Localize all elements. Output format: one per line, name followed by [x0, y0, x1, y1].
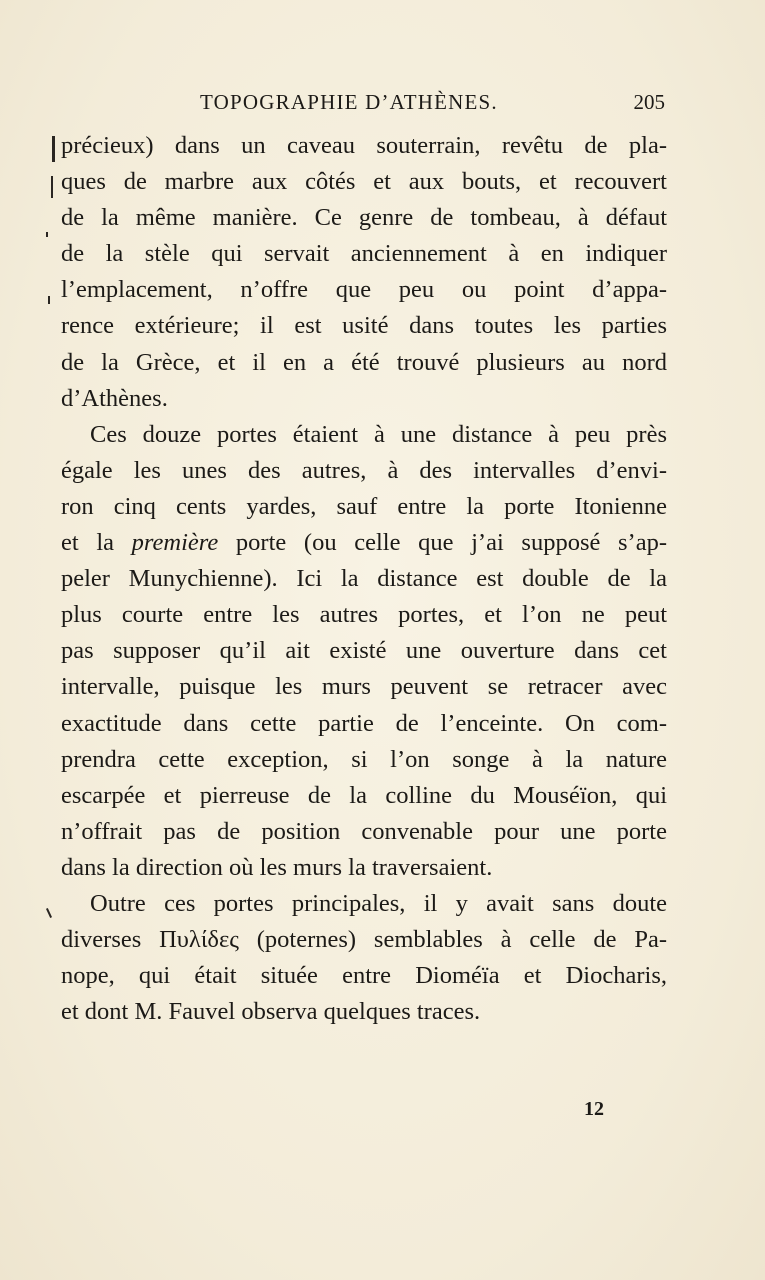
- page-number: 205: [633, 90, 665, 114]
- text-line: d’Athènes.: [61, 384, 168, 412]
- text-line: égale les unes des autres, à des intervalles d’envi-: [61, 456, 667, 484]
- text-line: n’offrait pas de position convenable pour une porte: [61, 817, 667, 845]
- text-segment: et la: [61, 529, 132, 557]
- text-line: rence extérieure; il est usité dans toutes les parties: [61, 312, 667, 340]
- signature-mark: 12: [584, 1098, 604, 1120]
- text-line: prendra cette exception, si l’on songe à la nature: [61, 745, 667, 773]
- page-header: [60, 90, 665, 126]
- text-line: plus courte entre les autres portes, et l’on ne peut: [61, 601, 667, 629]
- text-line: [61, 525, 667, 561]
- text-line: exactitude dans cette partie de l’enceinte. On com-: [61, 709, 667, 737]
- text-line: précieux) dans un caveau souterrain, revêtu de pla-: [61, 132, 667, 159]
- body-text: [61, 128, 667, 1030]
- margin-mark: [48, 296, 50, 304]
- italic-word: première: [131, 529, 219, 557]
- text-line: nope, qui était située entre Dioméïa et Diocharis,: [61, 962, 667, 990]
- text-segment: porte (ou celle que j’ai supposé s’ap-: [218, 529, 667, 557]
- text-line: de la stèle qui servait anciennement à en indiquer: [61, 240, 667, 268]
- text-line: diverses Πυλίδες (poternes) semblables à celle de Pa-: [61, 926, 667, 954]
- text-line: pas supposer qu’il ait existé une ouverture dans cet: [61, 637, 667, 665]
- text-line: ques de marbre aux côtés et aux bouts, et recouvert: [61, 168, 667, 196]
- margin-mark: [46, 908, 52, 918]
- running-title: TOPOGRAPHIE D’ATHÈNES.: [200, 90, 498, 114]
- text-line: de la même manière. Ce genre de tombeau, à défaut: [61, 204, 667, 232]
- margin-mark: [46, 232, 48, 237]
- margin-mark: [52, 136, 55, 162]
- margin-mark: [51, 176, 53, 198]
- text-line: Ces douze portes étaient à une distance à peu près: [90, 420, 667, 448]
- text-line: ron cinq cents yardes, sauf entre la porte Itonienne: [61, 492, 667, 520]
- text-line: l’emplacement, n’offre que peu ou point d’appa-: [61, 276, 667, 304]
- text-line: intervalle, puisque les murs peuvent se retracer avec: [61, 673, 667, 701]
- text-line: et dont M. Fauvel observa quelques traces.: [61, 998, 481, 1026]
- text-line: Outre ces portes principales, il y avait sans doute: [90, 889, 667, 917]
- text-line: peler Munychienne). Ici la distance est double de la: [61, 565, 667, 593]
- text-line: de la Grèce, et il en a été trouvé plusieurs au nord: [61, 348, 667, 376]
- text-line: escarpée et pierreuse de la colline du Mouséïon, qui: [61, 781, 667, 809]
- text-line: dans la direction où les murs la traversaient.: [61, 853, 493, 881]
